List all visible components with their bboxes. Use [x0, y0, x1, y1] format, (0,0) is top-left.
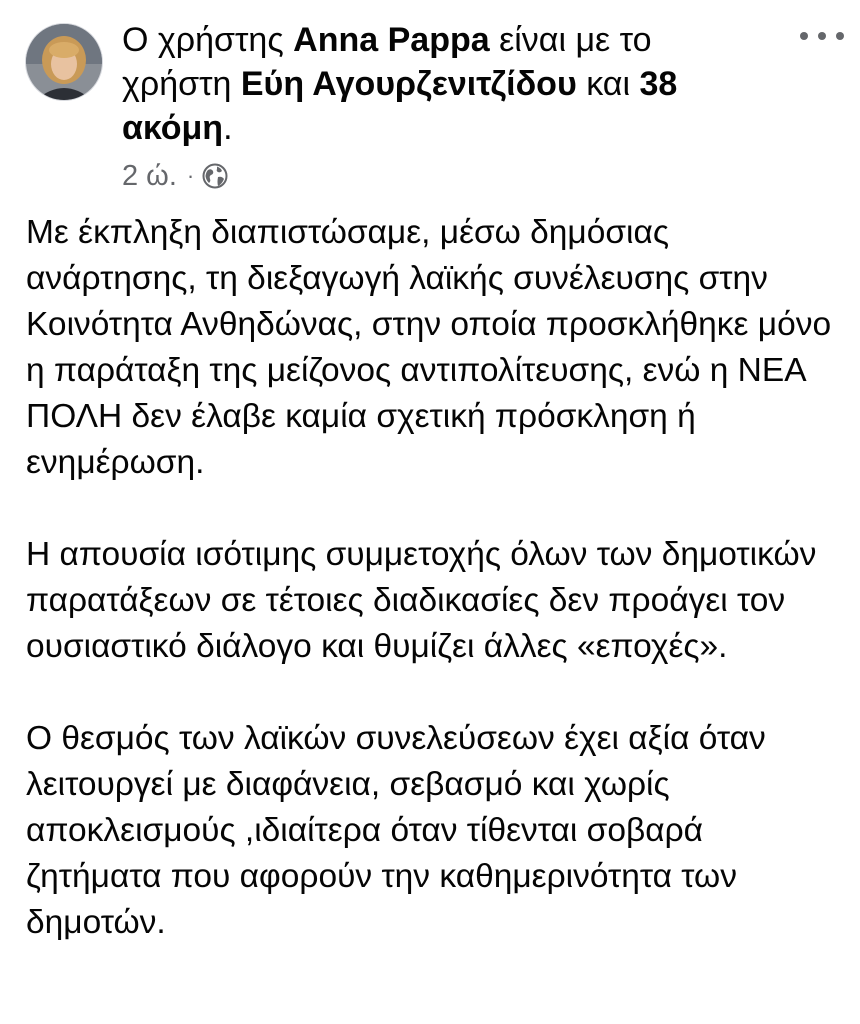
post-paragraph: Η απουσία ισότιμης συμμετοχής όλων των δημοτικών παρατάξεων σε τέτοιες διαδικασίες δεν προάγει τον ουσιαστικό διάλογο και θυμίζει άλλες «εποχές».: [26, 536, 817, 665]
header-prefix: Ο χρήστης: [122, 21, 284, 59]
avatar-photo: [26, 24, 102, 100]
meta-separator: ·: [186, 163, 195, 188]
header-connector: και: [586, 65, 630, 103]
post-paragraph: Ο θεσμός των λαϊκών συνελεύσεων έχει αξία όταν λειτουργεί με διαφάνεια, σεβασμό και χωρίς αποκλεισμούς ,ιδιαίτερα όταν τίθενται σοβαρά ζητήματα που αφορούν την καθημερινότητα των δημοτών.: [26, 720, 766, 941]
post-meta: [122, 156, 228, 196]
post-timestamp[interactable]: 2 ώ.: [122, 159, 177, 192]
header-suffix: .: [223, 109, 233, 147]
more-dot: [800, 32, 808, 40]
post-paragraph: Με έκπληξη διαπιστώσαμε, μέσω δημόσιας ανάρτησης, τη διεξαγωγή λαϊκής συνέλευσης στην Κοινότητα Ανθηδώνας, στην οποία προσκλήθηκε μόνο η παράταξη της μείζονος αντιπολίτευσης, ενώ η ΝΕΑ ΠΟΛΗ δεν έλαβε καμία σχετική πρόσκληση ή ενημέρωση.: [26, 214, 832, 481]
more-options-button[interactable]: [800, 24, 844, 48]
header-middle: είναι με το χρήστη: [122, 21, 652, 103]
post-body: [26, 210, 841, 946]
more-dot: [818, 32, 826, 40]
author-name-link[interactable]: Anna Pappa: [293, 21, 490, 59]
post-header: [122, 18, 762, 150]
more-dot: [836, 32, 844, 40]
tagged-user-link[interactable]: Εύη Αγουρζενιτζίδου: [240, 65, 577, 103]
globe-icon[interactable]: [202, 163, 228, 189]
others-link[interactable]: 38 ακόμη: [122, 65, 678, 147]
author-avatar[interactable]: [26, 24, 102, 100]
